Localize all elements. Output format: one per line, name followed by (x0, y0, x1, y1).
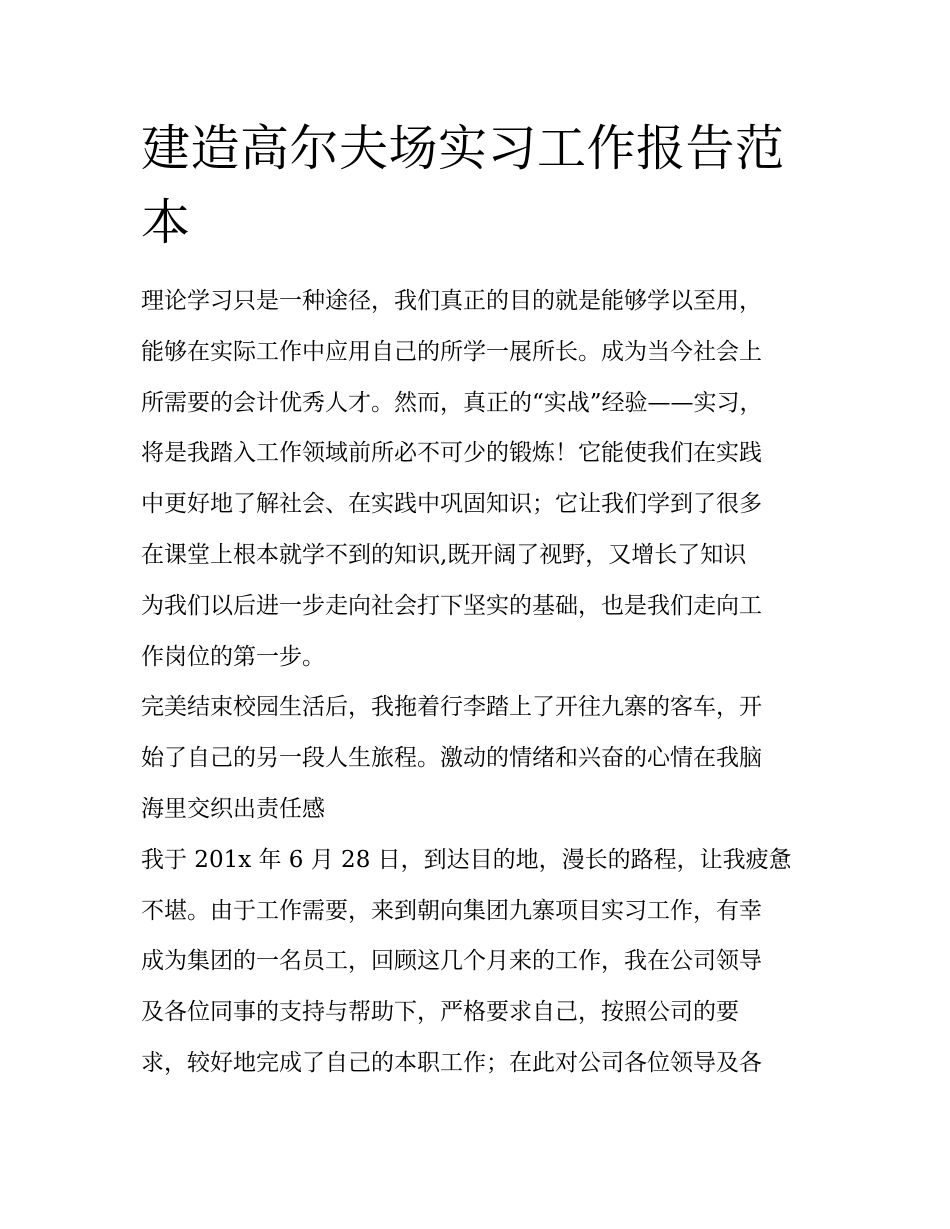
body-line: 完美结束校园生活后，我拖着行李踏上了开往九寨的客车，开 (141, 694, 762, 721)
body-line: 中更好地了解社会、在实践中巩固知识；它让我们学到了很多 (141, 491, 762, 518)
document-body (141, 276, 821, 1089)
document-title (141, 112, 831, 260)
body-line: 成为集团的一名员工，回顾这几个月来的工作，我在公司领导 (141, 948, 762, 975)
body-line: 我于 201x 年 6 月 28 日，到达目的地，漫长的路程，让我疲惫 (141, 846, 792, 873)
body-line: 始了自己的另一段人生旅程。激动的情绪和兴奋的心情在我脑 (141, 745, 762, 772)
body-line: 求，较好地完成了自己的本职工作；在此对公司各位领导及各 (141, 1049, 762, 1076)
body-line: 能够在实际工作中应用自己的所学一展所长。成为当今社会上 (141, 338, 762, 365)
body-line: 海里交织出责任感 (141, 795, 325, 822)
body-line: 不堪。由于工作需要，来到朝向集团九寨项目实习工作，有幸 (141, 897, 762, 924)
body-line: 为我们以后进一步走向社会打下坚实的基础，也是我们走向工 (141, 592, 762, 619)
title-line: 建造高尔夫场实习工作报告范 (141, 120, 785, 177)
body-line: 及各位同事的支持与帮助下，严格要求自己，按照公司的要 (141, 999, 739, 1026)
body-line: 理论学习只是一种途径，我们真正的目的就是能够学以至用， (141, 288, 762, 314)
body-line: 作岗位的第一步。 (141, 643, 325, 670)
title-line: 本 (141, 194, 191, 251)
body-line: 在课堂上根本就学不到的知识,既开阔了视野，又增长了知识 (141, 541, 747, 568)
body-line: 所需要的会计优秀人才。然而，真正的“实战”经验——实习， (141, 389, 763, 416)
body-line: 将是我踏入工作领域前所必不可少的锻炼！它能使我们在实践 (141, 440, 762, 467)
